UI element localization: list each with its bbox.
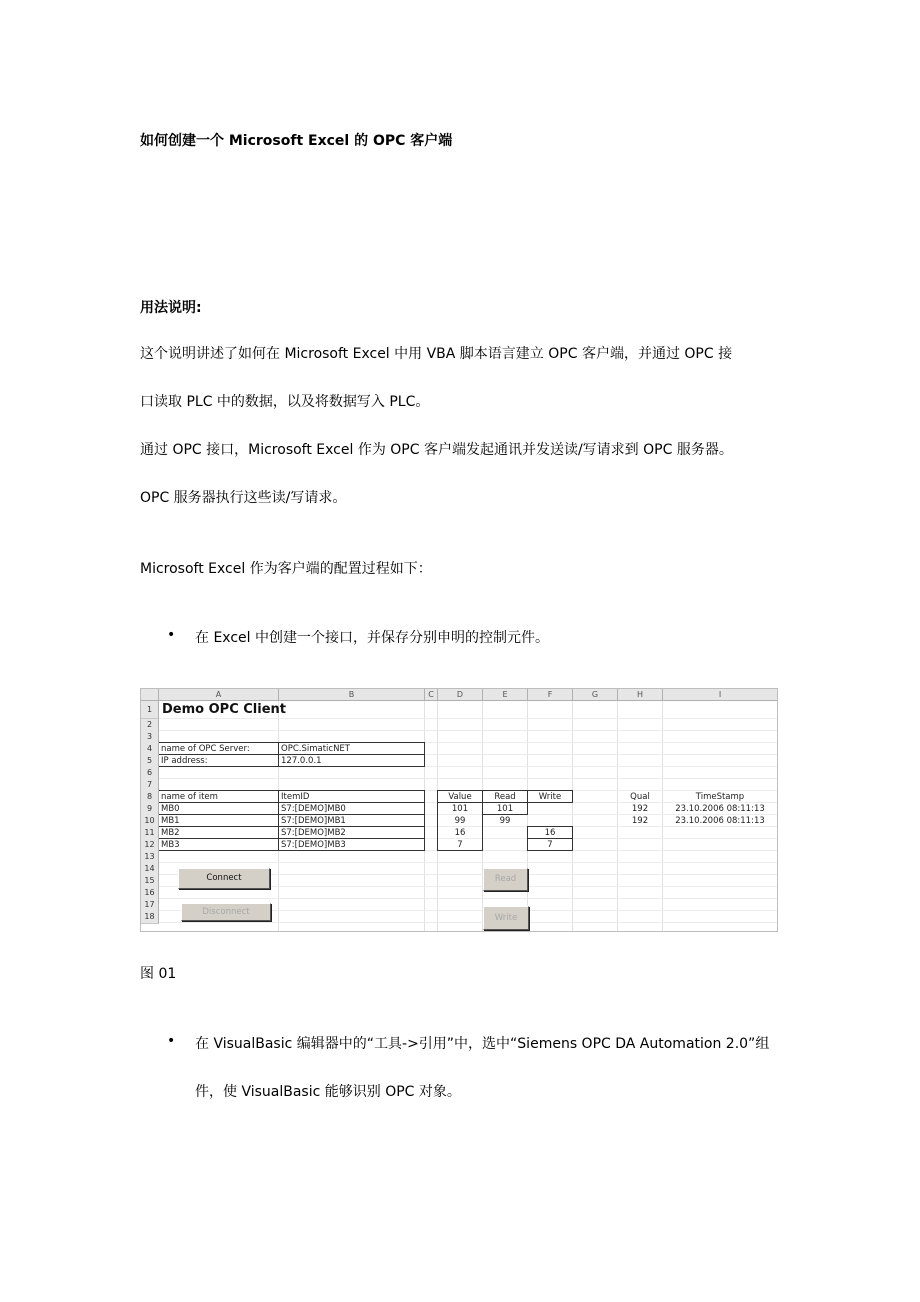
row-header: 6	[141, 767, 159, 780]
column-header: C	[425, 689, 438, 701]
row-header: 13	[141, 851, 159, 864]
row-header: 11	[141, 827, 159, 840]
row-header: 15	[141, 875, 159, 888]
item-qual: 192	[631, 804, 649, 814]
item-name: MB3	[161, 840, 180, 850]
item-value: 101	[451, 804, 469, 814]
sheet-title: Demo OPC Client	[162, 702, 286, 717]
row-header: 5	[141, 755, 159, 768]
column-header: B	[279, 689, 425, 701]
server-value[interactable]: OPC.SimaticNET	[281, 744, 350, 754]
header-timestamp: TimeStamp	[695, 792, 745, 802]
row-header: 1	[141, 701, 159, 719]
section-heading: 用法说明:	[140, 300, 202, 316]
item-id[interactable]: S7:[DEMO]MB0	[281, 804, 346, 814]
paragraph: Microsoft Excel 作为客户端的配置过程如下：	[140, 561, 432, 577]
header-qual: Qual	[630, 792, 650, 802]
item-value: 16	[454, 828, 466, 838]
bullet-text: 件，使 VisualBasic 能够识别 OPC 对象。	[195, 1084, 461, 1100]
item-name: MB0	[161, 804, 180, 814]
row-header: 12	[141, 839, 159, 852]
write-button[interactable]: Write	[483, 906, 529, 930]
bullet-icon: •	[167, 627, 176, 643]
item-qual: 192	[631, 816, 649, 826]
paragraph: 口读取 PLC 中的数据，以及将数据写入 PLC。	[140, 394, 430, 410]
item-timestamp: 23.10.2006 08:11:13	[675, 816, 765, 826]
paragraph: OPC 服务器执行这些读/写请求。	[140, 490, 347, 506]
read-button[interactable]: Read	[483, 868, 528, 891]
server-label: name of OPC Server:	[161, 744, 250, 754]
row-header: 17	[141, 899, 159, 912]
header-read: Read	[494, 792, 516, 802]
column-header: G	[573, 689, 618, 701]
connect-button[interactable]: Connect	[178, 868, 270, 889]
column-header: H	[618, 689, 663, 701]
item-value: 99	[454, 816, 466, 826]
row-header: 18	[141, 911, 159, 924]
item-write[interactable]: 16	[544, 828, 556, 838]
row-header: 2	[141, 719, 159, 732]
item-write[interactable]: 7	[547, 840, 553, 850]
column-header: D	[438, 689, 483, 701]
column-header: E	[483, 689, 528, 701]
column-header: I	[663, 689, 778, 701]
bullet-text: 在 Excel 中创建一个接口，并保存分别申明的控制元件。	[195, 630, 549, 646]
document-title: 如何创建一个 Microsoft Excel 的 OPC 客户端	[140, 133, 453, 149]
header-write: Write	[538, 792, 562, 802]
item-read: 99	[499, 816, 511, 826]
header-value: Value	[448, 792, 472, 802]
item-id[interactable]: S7:[DEMO]MB1	[281, 816, 346, 826]
row-header: 16	[141, 887, 159, 900]
ip-label: IP address:	[161, 756, 208, 766]
row-header: 4	[141, 743, 159, 756]
header-itemid: ItemID	[281, 792, 310, 802]
row-header: 10	[141, 815, 159, 828]
excel-screenshot	[140, 688, 778, 932]
row-header: 14	[141, 863, 159, 876]
row-header: 3	[141, 731, 159, 744]
ip-value[interactable]: 127.0.0.1	[281, 756, 322, 766]
item-value: 7	[457, 840, 463, 850]
bullet-icon: •	[167, 1033, 176, 1049]
row-header: 9	[141, 803, 159, 816]
disconnect-button[interactable]: Disconnect	[181, 903, 271, 921]
paragraph: 通过 OPC 接口，Microsoft Excel 作为 OPC 客户端发起通讯并发送读/写请求到 OPC 服务器。	[140, 442, 733, 458]
item-id[interactable]: S7:[DEMO]MB3	[281, 840, 346, 850]
paragraph: 这个说明讲述了如何在 Microsoft Excel 中用 VBA 脚本语言建立 OPC 客户端，并通过 OPC 接	[140, 346, 733, 362]
row-header: 7	[141, 779, 159, 792]
item-name: MB2	[161, 828, 180, 838]
item-timestamp: 23.10.2006 08:11:13	[675, 804, 765, 814]
header-name: name of item	[161, 792, 218, 802]
column-header: F	[528, 689, 573, 701]
item-name: MB1	[161, 816, 180, 826]
item-read: 101	[496, 804, 514, 814]
bullet-text: 在 VisualBasic 编辑器中的“工具->引用”中，选中“Siemens OPC DA Automation 2.0”组	[195, 1036, 770, 1052]
row-header: 8	[141, 791, 159, 804]
figure-caption: 图 01	[140, 966, 177, 982]
item-id[interactable]: S7:[DEMO]MB2	[281, 828, 346, 838]
sheet-corner	[141, 689, 159, 701]
column-header: A	[159, 689, 279, 701]
